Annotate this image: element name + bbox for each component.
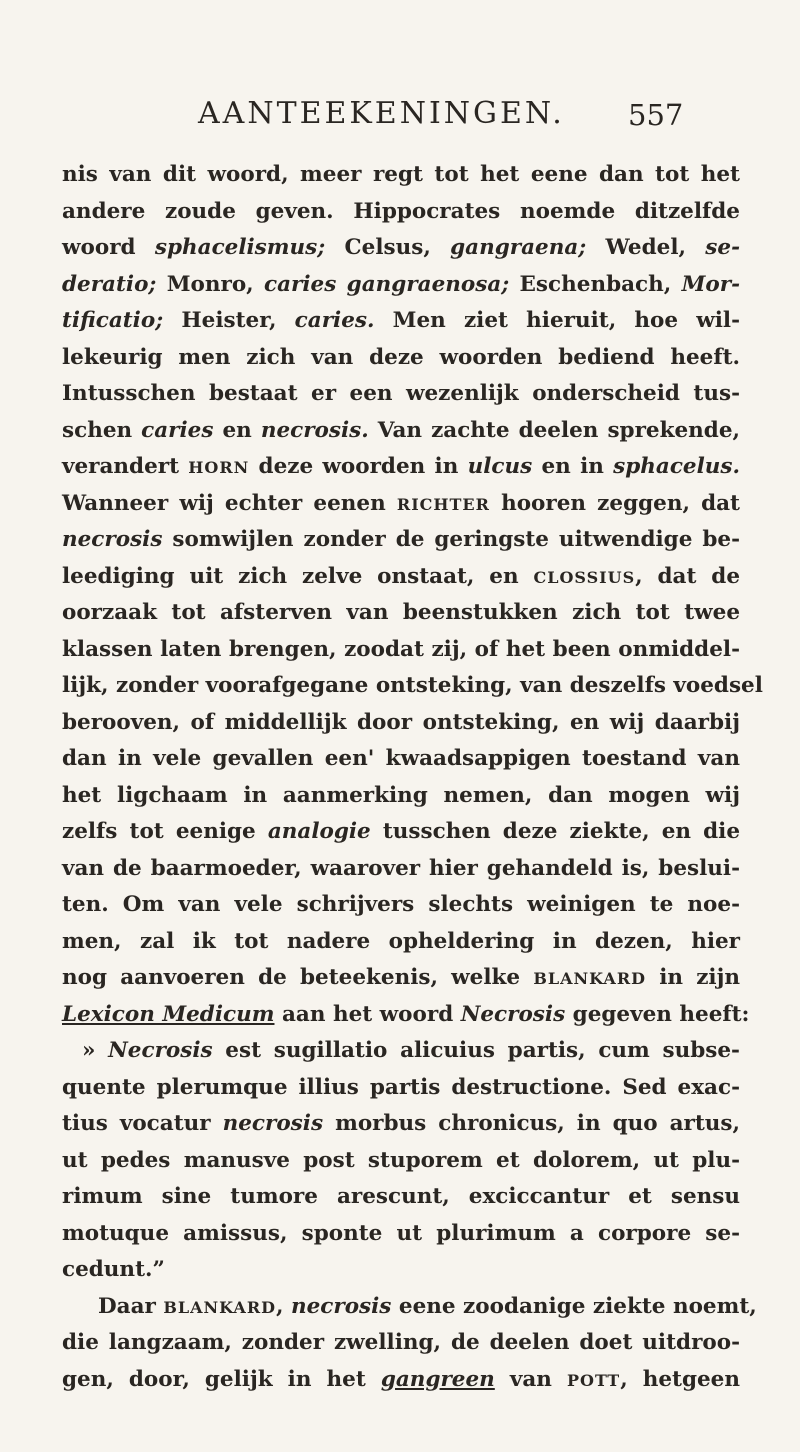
text-run: »: [82, 1038, 109, 1063]
text-run: men, zal ik tot nadere opheldering in dezen, hier: [62, 928, 740, 954]
text-run: motuque amissus, sponte ut plurimum a corpore se-: [62, 1220, 740, 1246]
text-run: Mor-: [681, 271, 740, 297]
body-text: [62, 157, 763, 1398]
text-run: ,: [275, 1293, 291, 1319]
text-run: Celsus,: [325, 235, 451, 260]
text-run: leediging uit zich zelve onstaat, en: [62, 563, 534, 589]
text-run: gangraena;: [450, 235, 587, 260]
text-run: hooren zeggen, dat: [489, 490, 740, 516]
text-run: necrosis.: [260, 417, 369, 443]
text-run: Intusschen bestaat er een wezenlijk onderscheid tus-: [62, 381, 740, 406]
text-run: Necrosis: [460, 1001, 566, 1027]
text-line: [62, 230, 740, 267]
text-line: [62, 340, 740, 377]
text-line: [62, 778, 740, 815]
text-run: Men ziet hieruit, hoe wil-: [374, 308, 741, 333]
text-run: gegeven heeft:: [565, 1001, 750, 1027]
text-run: en: [213, 417, 261, 443]
text-run: sphacelismus;: [154, 235, 326, 260]
text-run: , dat de: [635, 563, 740, 589]
text-run: Daar: [98, 1293, 164, 1319]
text-run: verandert: [62, 454, 189, 479]
text-line: [62, 1070, 740, 1107]
text-run: Wanneer wij echter eenen: [62, 490, 397, 516]
text-line: [62, 595, 740, 632]
text-run: POTT: [566, 1370, 621, 1390]
text-run: Heister,: [163, 308, 295, 333]
text-run: caries gangraenosa;: [264, 271, 510, 297]
text-run: tius vocatur: [62, 1111, 223, 1136]
text-run: andere zoude geven. Hippocrates noemde ditzelfde: [62, 198, 740, 224]
text-line: [62, 413, 740, 450]
text-run: caries: [141, 417, 214, 443]
text-line: [62, 924, 740, 961]
text-run: lijk, zonder voorafgegane ontsteking, van deszelfs voedsel: [62, 673, 763, 698]
text-line: [62, 1289, 757, 1326]
text-run: woord: [62, 235, 155, 260]
text-run: gangreen: [380, 1366, 495, 1392]
running-head: AANTEEKENINGEN.: [198, 96, 565, 131]
text-run: deratio;: [62, 271, 157, 297]
text-line: [62, 1325, 740, 1362]
text-run: BLANKARD: [163, 1297, 276, 1317]
text-line: [62, 449, 740, 486]
text-run: ut pedes manusve post stuporem et dolorem, ut plu-: [62, 1147, 740, 1173]
text-run: tusschen deze ziekte, en die: [370, 819, 741, 844]
text-run: Necrosis: [108, 1038, 213, 1063]
text-run: rimum sine tumore arescunt, exciccantur et sensu: [62, 1184, 740, 1209]
text-line: [62, 194, 740, 231]
text-run: se-: [705, 235, 740, 260]
text-run: Lexicon Medicum: [62, 1001, 275, 1027]
text-line: [62, 668, 763, 705]
text-run: HORN: [188, 458, 250, 477]
text-run: en in: [532, 454, 614, 479]
text-line: [62, 267, 740, 304]
text-line: [62, 1216, 740, 1253]
text-run: berooven, of middellijk door ontsteking, en wij daarbij: [62, 709, 740, 735]
text-run: in zijn: [645, 965, 740, 990]
text-run: caries.: [294, 308, 375, 333]
text-run: schen: [62, 417, 142, 443]
text-line: [62, 522, 740, 559]
text-run: necrosis: [62, 527, 163, 552]
text-line: [62, 741, 740, 778]
text-run: cedunt.”: [62, 1257, 165, 1282]
text-line: [62, 157, 740, 194]
text-run: zelfs tot eenige: [62, 819, 268, 844]
text-line: [62, 1033, 740, 1070]
text-run: Eschenbach,: [509, 271, 682, 297]
text-run: analogie: [267, 819, 371, 844]
text-line: [62, 960, 740, 997]
text-run: het ligchaam in aanmerking nemen, dan mogen wij: [62, 782, 740, 808]
page-number: 557: [628, 98, 684, 132]
text-run: sphacelus.: [613, 454, 740, 479]
text-line: [62, 1179, 740, 1216]
text-run: necrosis: [222, 1111, 324, 1136]
text-line: [62, 632, 740, 669]
text-line: [62, 486, 740, 523]
text-line: [62, 1252, 740, 1289]
text-run: tificatio;: [62, 308, 164, 333]
text-line: [62, 814, 740, 851]
text-run: gen, door, gelijk in het: [62, 1366, 381, 1392]
text-line: [62, 559, 740, 596]
text-line: [62, 1106, 740, 1143]
text-line: [62, 851, 740, 888]
text-line: [62, 887, 740, 924]
text-run: die langzaam, zonder zwelling, de deelen doet uitdroo-: [62, 1330, 740, 1355]
text-run: eene zoodanige ziekte noemt,: [391, 1293, 757, 1319]
text-run: somwijlen zonder de geringste uitwendige be-: [162, 527, 740, 552]
text-line: [62, 376, 740, 413]
text-run: RICHTER: [396, 494, 490, 514]
text-run: nis van dit woord, meer regt tot het eene dan tot het: [62, 162, 740, 187]
text-run: ulcus: [467, 454, 533, 479]
text-run: lekeurig men zich van deze woorden bediend heeft.: [62, 344, 740, 370]
text-run: , hetgeen: [620, 1366, 740, 1392]
text-run: Monro,: [156, 271, 265, 297]
text-run: BLANKARD: [533, 969, 646, 988]
text-run: est sugillatio alicuius partis, cum subse-: [212, 1038, 740, 1063]
text-run: CLOSSIUS: [533, 567, 636, 587]
text-run: ten. Om van vele schrijvers slechts weinigen te noe-: [62, 892, 740, 917]
text-run: Wedel,: [586, 235, 706, 260]
text-run: oorzaak tot afsterven van beenstukken zich tot twee: [62, 600, 740, 625]
text-run: van de baarmoeder, waarover hier gehandeld is, beslui-: [62, 855, 740, 881]
text-run: klassen laten brengen, zoodat zij, of het been onmiddel-: [62, 636, 740, 662]
text-line: [62, 1143, 740, 1180]
text-run: aan het woord: [274, 1001, 461, 1027]
text-line: [62, 997, 750, 1034]
text-run: Van zachte deelen sprekende,: [368, 417, 741, 443]
text-run: quente plerumque illius partis destructione. Sed exac-: [62, 1074, 740, 1100]
text-line: [62, 1362, 740, 1399]
text-run: dan in vele gevallen een' kwaadsappigen toestand van: [62, 746, 740, 771]
text-run: necrosis: [290, 1293, 392, 1319]
page-header: [0, 96, 800, 140]
text-line: [62, 303, 740, 340]
text-run: van: [494, 1366, 567, 1392]
text-run: deze woorden in: [249, 454, 468, 479]
text-line: [62, 705, 740, 742]
text-run: morbus chronicus, in quo artus,: [323, 1111, 741, 1136]
text-run: nog aanvoeren de beteekenis, welke: [62, 965, 534, 990]
